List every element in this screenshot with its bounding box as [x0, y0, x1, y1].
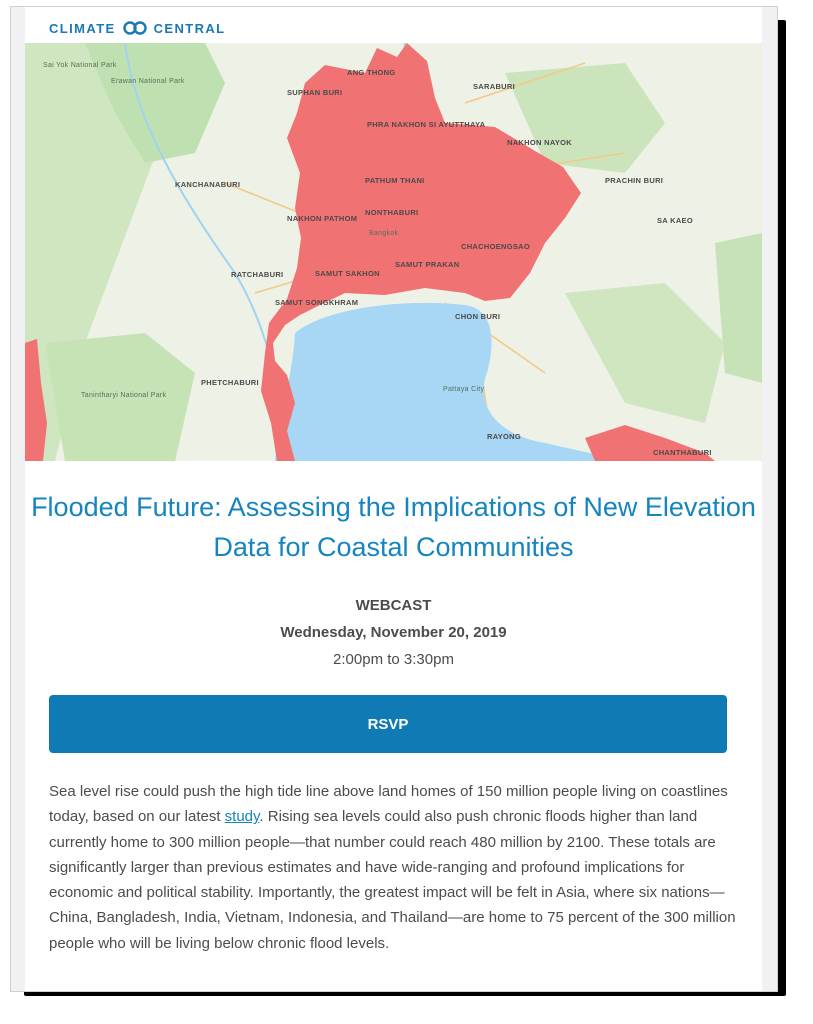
map-label: SUPHAN BURI [287, 88, 343, 97]
body-text-part: Sea level rise could push the high tide line above land homes of 150 million people living on coastlines today, based on our latest [49, 783, 728, 826]
map-label: RAYONG [487, 432, 522, 441]
map-label: KANCHANABURI [175, 180, 241, 189]
map-label: Pattaya City [443, 386, 485, 393]
body-text-part: . Rising sea levels could also push chronic floods higher than land currently home to 300 million people—that number could reach 480 million by 2100. These totals are significantly larger than previous estimates and have wide-ranging and profound implications for economic and political stability. Importantly, the greatest impact will be felt in Asia, where six nations—China, Bangladesh, India, Vietnam, Indonesia, and Thailand—are home to 75 percent of the 300 million people who will be living below chronic flood levels. [49, 808, 736, 952]
logo-text-left: CLIMATE [49, 20, 116, 36]
logo-rings-icon [122, 21, 148, 35]
map-label: SARABURI [473, 82, 515, 91]
map-label: CHACHOENGSAO [461, 242, 531, 251]
map-label: PRACHIN BURI [605, 176, 664, 185]
study-link[interactable]: study [224, 808, 260, 826]
email-content [25, 7, 762, 991]
flood-map [25, 43, 762, 461]
map-label: PHRA NAKHON SI AYUTTHAYA [367, 120, 486, 129]
map-label: Tanintharyi National Park [81, 392, 167, 399]
climate-central-logo[interactable] [49, 15, 226, 41]
map-label: NAKHON PATHOM [287, 214, 358, 223]
map-label: NONTHABURI [365, 208, 419, 217]
map-label: CHANTHABURI [653, 448, 712, 457]
map-label: SA KAEO [657, 216, 693, 225]
event-title: Flooded Future: Assessing the Implications of New Elevation Data for Coastal Communities [31, 492, 756, 562]
map-label: RATCHABURI [231, 270, 284, 279]
body-paragraph [49, 779, 739, 956]
event-time: 2:00pm to 3:30pm [333, 651, 454, 668]
map-label: SAMUT SAKHON [315, 269, 380, 278]
email-card [10, 6, 778, 992]
map-label: PATHUM THANI [365, 176, 425, 185]
map-label: PHETCHABURI [201, 378, 259, 387]
map-label: Bangkok [369, 230, 399, 237]
map-label: Sai Yok National Park [43, 62, 117, 69]
map-label: ANG THONG [347, 68, 396, 77]
map-label: Erawan National Park [111, 78, 185, 85]
rsvp-button[interactable]: RSVP [49, 695, 727, 753]
map-label: SAMUT SONGKHRAM [275, 298, 359, 307]
map-label: SAMUT PRAKAN [395, 260, 460, 269]
event-date: Wednesday, November 20, 2019 [280, 624, 507, 641]
map-label: NAKHON NAYOK [507, 138, 572, 147]
logo-text-right: CENTRAL [153, 20, 226, 36]
map-label: CHON BURI [455, 312, 501, 321]
event-type: WEBCAST [355, 597, 432, 614]
